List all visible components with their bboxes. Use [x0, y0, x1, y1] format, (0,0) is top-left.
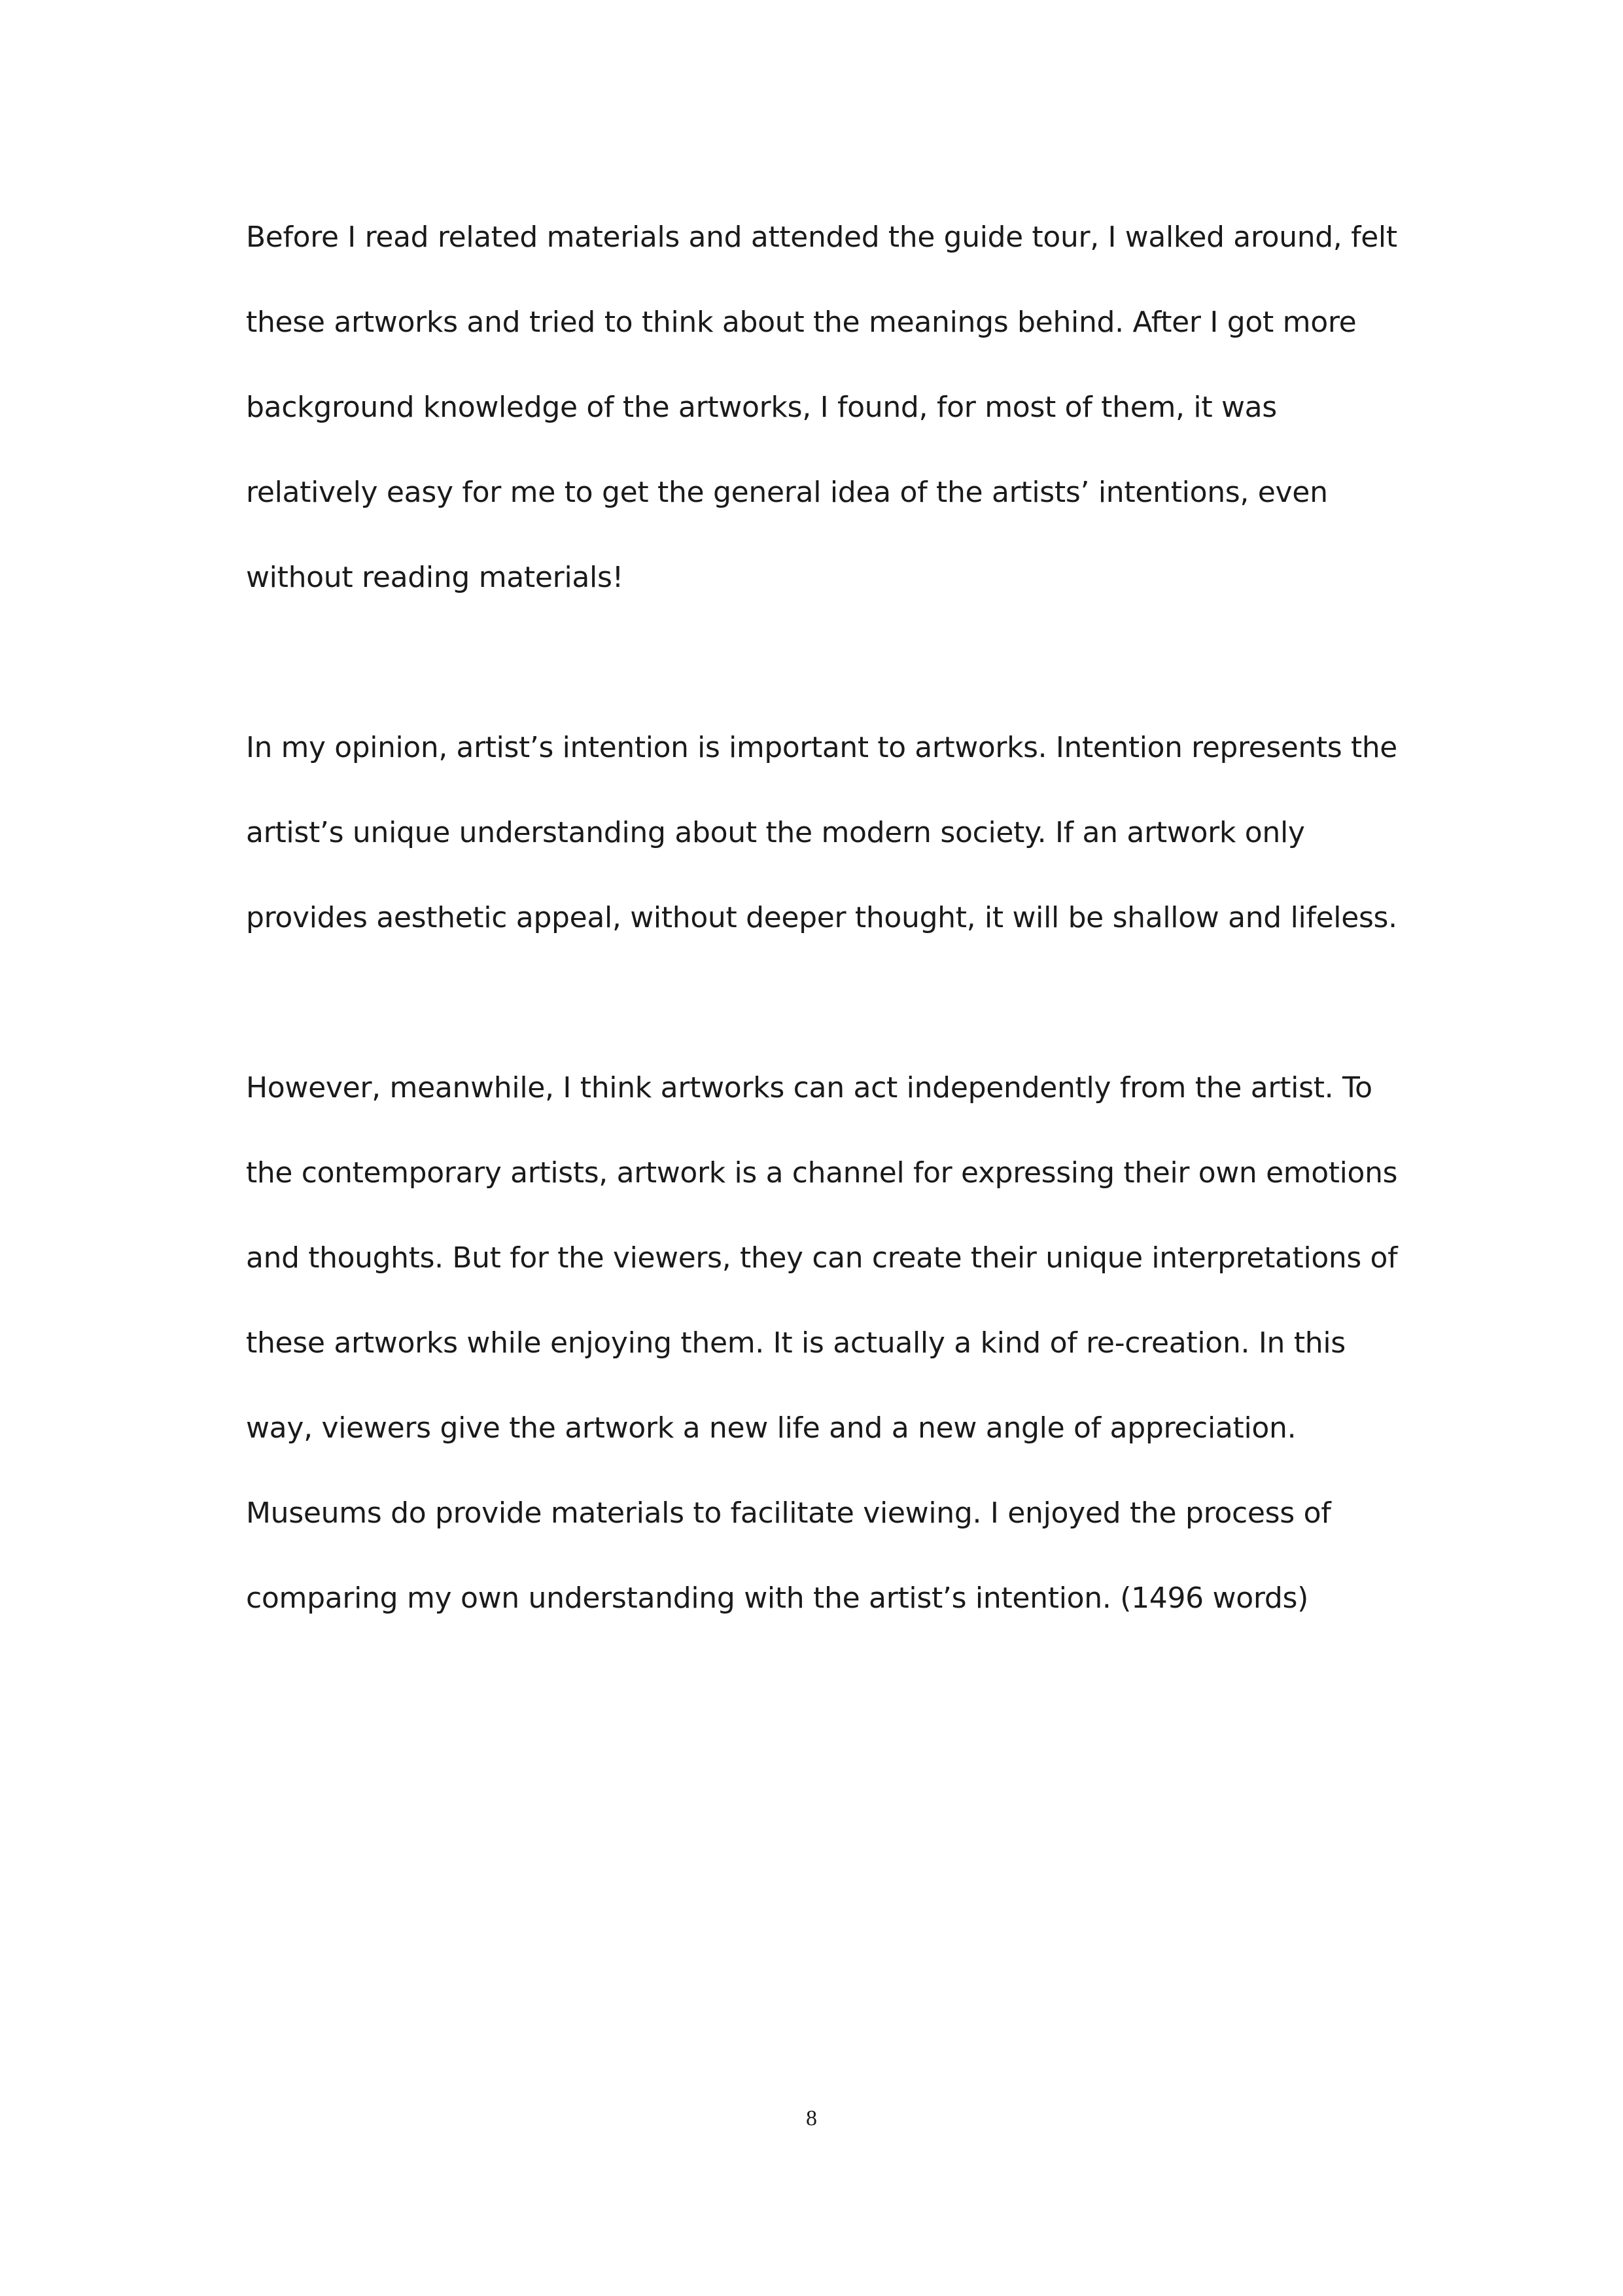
paragraph-line: Before I read related materials and attended the guide tour, I walked around, felt	[246, 221, 1397, 254]
paragraph-line: background knowledge of the artworks, I found, for most of them, it was	[246, 391, 1277, 424]
paragraph-line: relatively easy for me to get the general idea of the artists’ intentions, even	[246, 476, 1328, 509]
page-number: 8	[806, 2106, 817, 2130]
paragraph-line: Museums do provide materials to facilitate viewing. I enjoyed the process of	[246, 1496, 1331, 1530]
paragraph-line: provides aesthetic appeal, without deeper thought, it will be shallow and lifeless.	[246, 901, 1397, 934]
paragraph-line: In my opinion, artist’s intention is important to artworks. Intention represents the	[246, 731, 1397, 764]
paragraph-line: artist’s unique understanding about the modern society. If an artwork only	[246, 816, 1305, 849]
paragraph-line: without reading materials!	[246, 561, 623, 594]
paragraph-line: comparing my own understanding with the artist’s intention. (1496 words)	[246, 1581, 1308, 1615]
paragraph-line: and thoughts. But for the viewers, they can create their unique interpretations of	[246, 1241, 1398, 1275]
paragraph-line: these artworks and tried to think about the meanings behind. After I got more	[246, 306, 1357, 339]
paragraph-line: However, meanwhile, I think artworks can act independently from the artist. To	[246, 1071, 1372, 1104]
paragraph-line: these artworks while enjoying them. It is actually a kind of re-creation. In this	[246, 1326, 1346, 1360]
paragraph-line: the contemporary artists, artwork is a channel for expressing their own emotions	[246, 1156, 1398, 1190]
paragraph-line: way, viewers give the artwork a new life and a new angle of appreciation.	[246, 1411, 1297, 1445]
